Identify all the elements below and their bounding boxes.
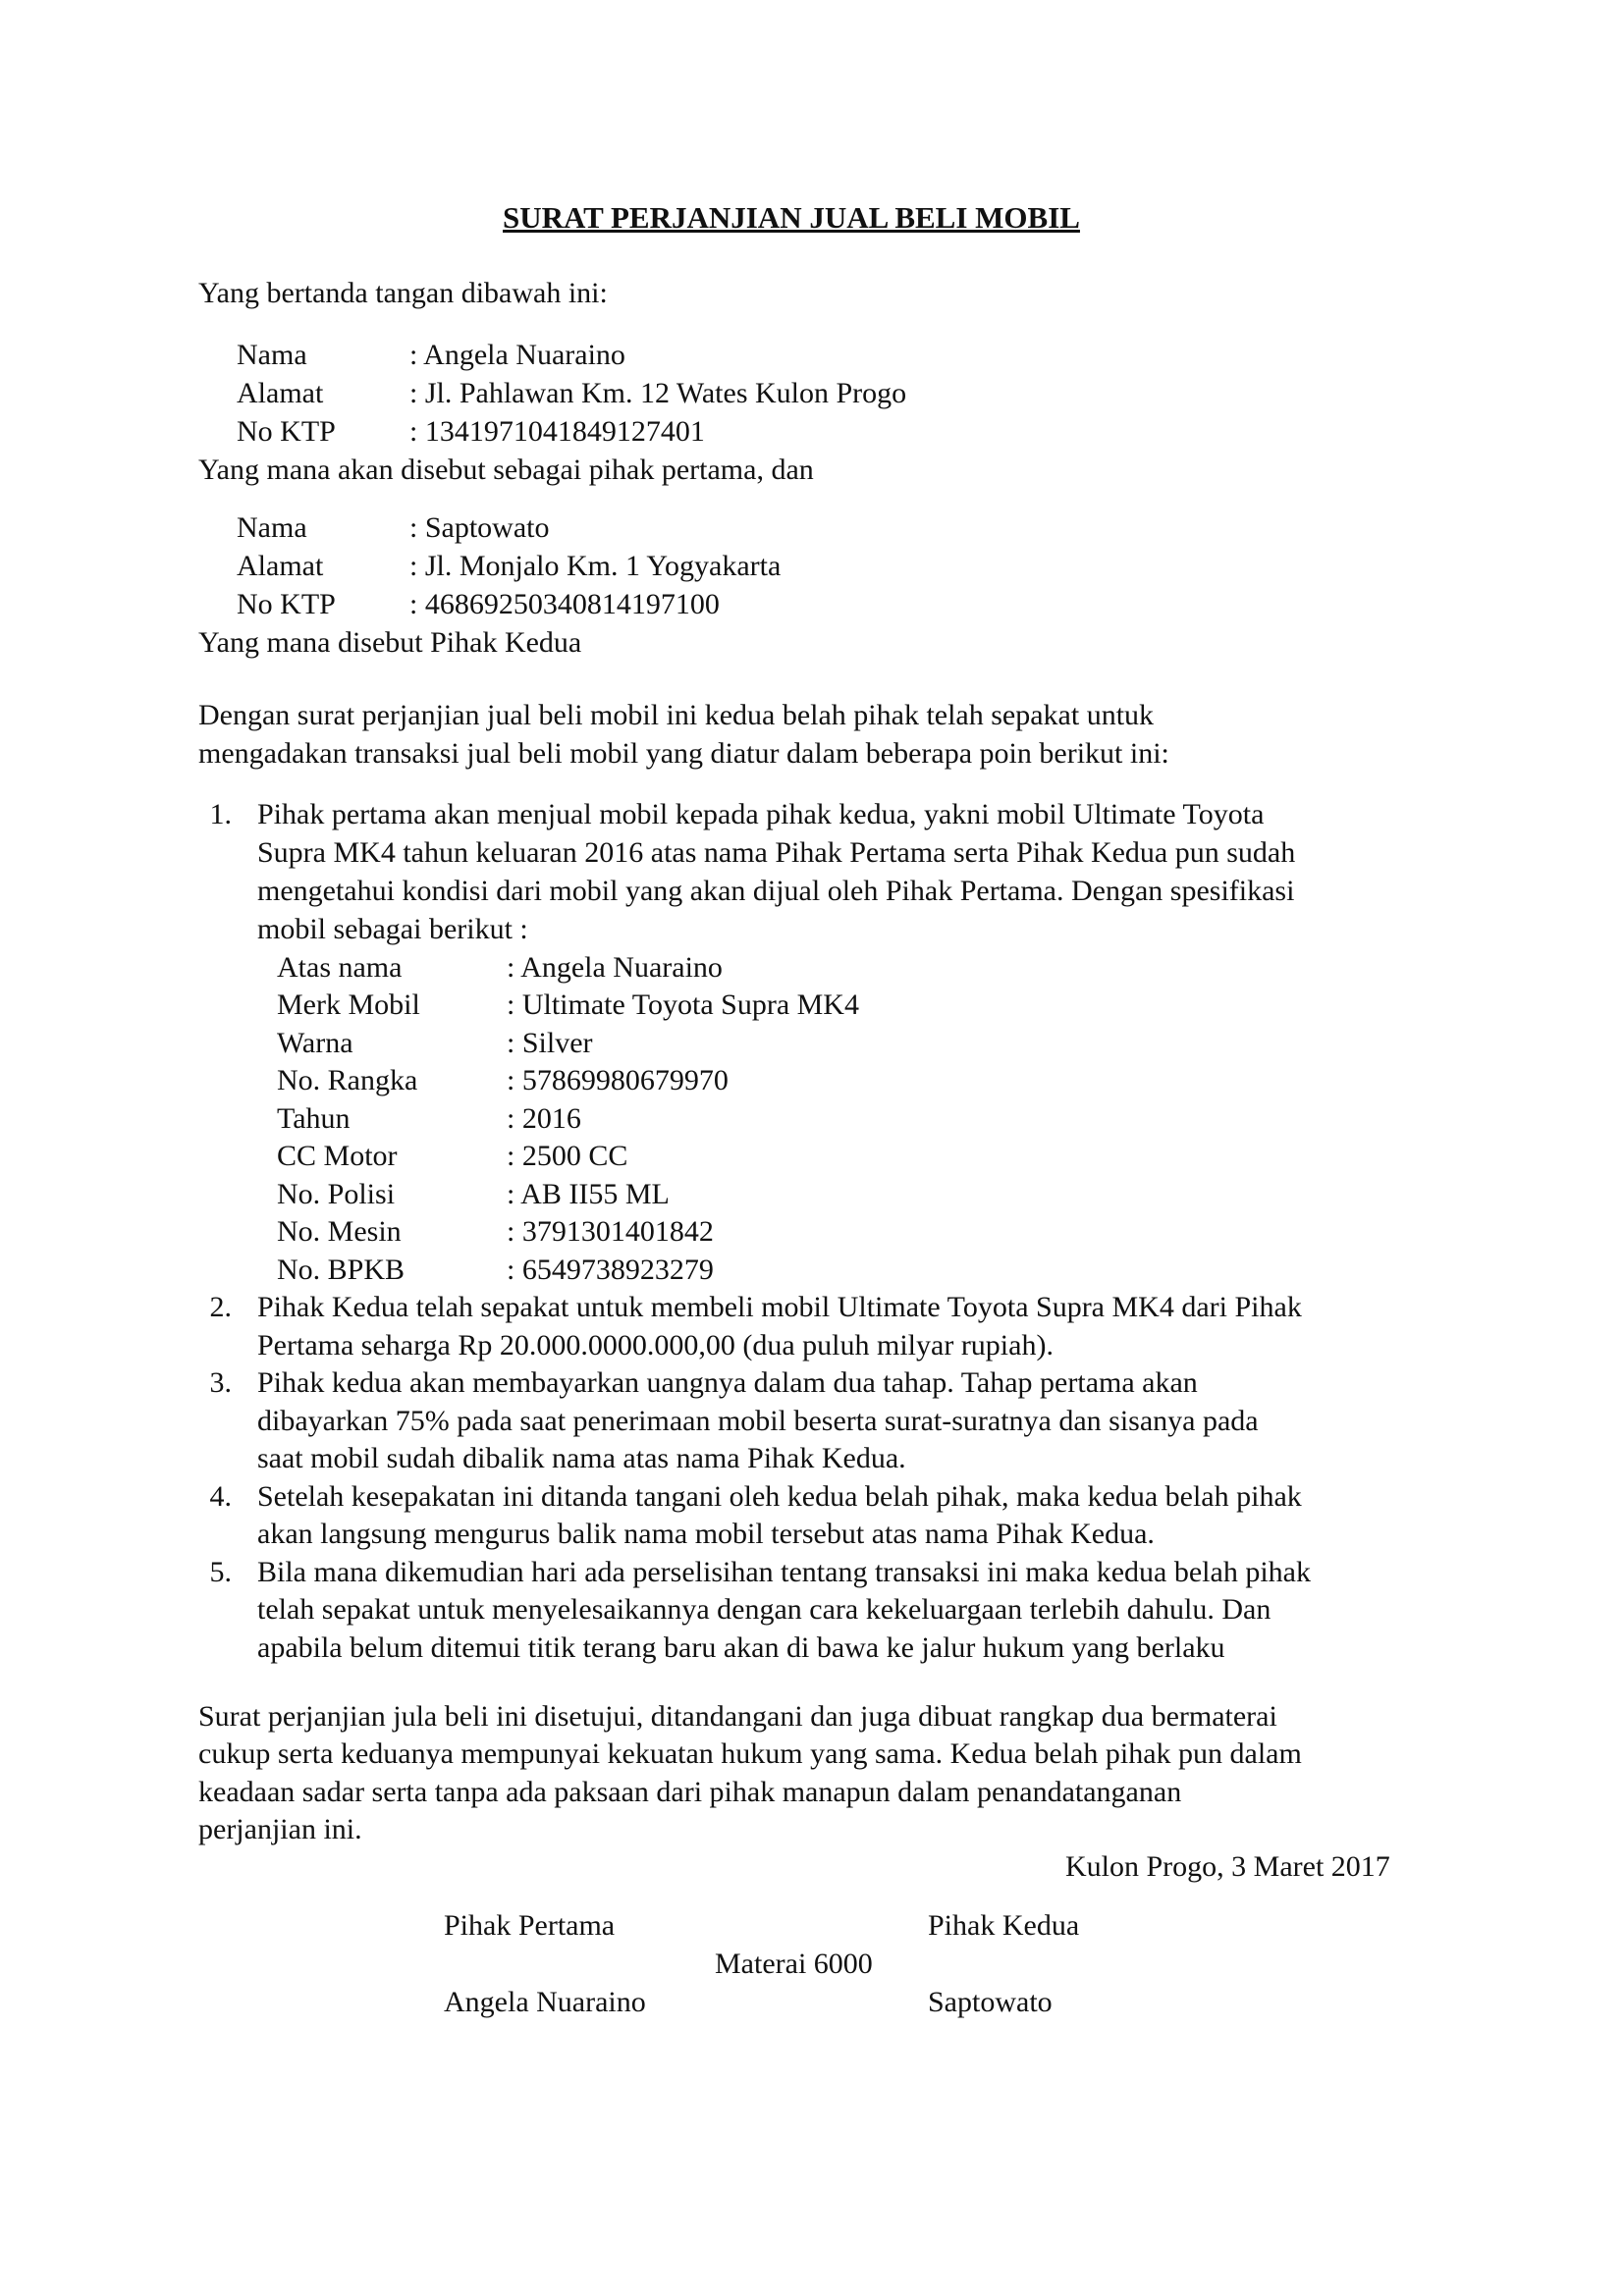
spec-value: : Silver (507, 1027, 593, 1059)
party1-address-value: : Jl. Pahlawan Km. 12 Wates Kulon Progo (409, 377, 907, 409)
point-line: saat mobil sudah dibalik nama atas nama Pihak Kedua. (257, 1442, 906, 1474)
spec-value: : 2016 (507, 1102, 581, 1135)
agreement-intro-line-1: Dengan surat perjanjian jual beli mobil ini kedua belah pihak telah sepakat untuk (198, 699, 1155, 731)
party2-closing: Yang mana disebut Pihak Kedua (198, 626, 582, 659)
spec-value: : 2500 CC (507, 1140, 628, 1172)
party1-name-label: Nama (237, 339, 307, 371)
spec-label: No. Rangka (277, 1064, 418, 1096)
closing-line: keadaan sadar serta tanpa ada paksaan dari pihak manapun dalam penandatanganan (198, 1776, 1182, 1808)
point-number: 3. (209, 1366, 232, 1399)
spec-value: : AB II55 ML (507, 1178, 670, 1210)
party1-ktp-label: No KTP (237, 415, 336, 448)
point-line: dibayarkan 75% pada saat penerimaan mobil beserta surat-suratnya dan sisanya pada (257, 1405, 1259, 1437)
second-party-name: Saptowato (928, 1986, 1053, 2018)
party1-address-label: Alamat (237, 377, 324, 409)
spec-label: CC Motor (277, 1140, 398, 1172)
first-party-label: Pihak Pertama (444, 1909, 616, 1942)
point-number: 2. (209, 1291, 232, 1323)
spec-label: Warna (277, 1027, 353, 1059)
point-number: 4. (209, 1480, 232, 1513)
point-number: 5. (209, 1556, 232, 1588)
spec-label: No. Polisi (277, 1178, 396, 1210)
closing-line: Surat perjanjian jula beli ini disetujui, ditandangani dan juga dibuat rangkap dua bermaterai (198, 1700, 1277, 1733)
point-line: mobil sebagai berikut : (257, 913, 528, 945)
spec-label: Merk Mobil (277, 988, 420, 1021)
spec-value: : 57869980679970 (507, 1064, 729, 1096)
spec-value: : Ultimate Toyota Supra MK4 (507, 988, 859, 1021)
spec-label: No. BPKB (277, 1254, 406, 1286)
closing-line: perjanjian ini. (198, 1813, 362, 1845)
point-line: Pihak Kedua telah sepakat untuk membeli mobil Ultimate Toyota Supra MK4 dari Pihak (257, 1291, 1302, 1323)
point-line: akan langsung mengurus balik nama mobil tersebut atas nama Pihak Kedua. (257, 1518, 1155, 1550)
party2-ktp-label: No KTP (237, 588, 336, 620)
spec-value: : Angela Nuaraino (507, 951, 723, 984)
point-number: 1. (209, 798, 232, 830)
party1-ktp-value: : 1341971041849127401 (409, 415, 705, 448)
party2-address-value: : Jl. Monjalo Km. 1 Yogyakarta (409, 550, 782, 582)
agreement-intro-line-2: mengadakan transaksi jual beli mobil yang diatur dalam beberapa poin berikut ini: (198, 737, 1169, 770)
point-line: Bila mana dikemudian hari ada perselisihan tentang transaksi ini maka kedua belah pihak (257, 1556, 1311, 1588)
document-title: SURAT PERJANJIAN JUAL BELI MOBIL (503, 200, 1080, 235)
second-party-label: Pihak Kedua (928, 1909, 1080, 1942)
point-line: Supra MK4 tahun keluaran 2016 atas nama Pihak Pertama serta Pihak Kedua pun sudah (257, 836, 1296, 869)
party2-name-label: Nama (237, 511, 307, 544)
party2-address-label: Alamat (237, 550, 324, 582)
spec-label: Atas nama (277, 951, 403, 984)
point-line: Pihak kedua akan membayarkan uangnya dalam dua tahap. Tahap pertama akan (257, 1366, 1198, 1399)
point-line: apabila belum ditemui titik terang baru akan di bawa ke jalur hukum yang berlaku (257, 1631, 1225, 1664)
point-line: Pihak pertama akan menjual mobil kepada pihak kedua, yakni mobil Ultimate Toyota (257, 798, 1265, 830)
point-line: Setelah kesepakatan ini ditanda tangani oleh kedua belah pihak, maka kedua belah pihak (257, 1480, 1302, 1513)
party1-name-value: : Angela Nuaraino (409, 339, 625, 371)
place-date: Kulon Progo, 3 Maret 2017 (1065, 1850, 1390, 1883)
spec-value: : 6549738923279 (507, 1254, 714, 1286)
point-line: telah sepakat untuk menyelesaikannya dengan cara kekeluargaan terlebih dahulu. Dan (257, 1593, 1271, 1626)
party2-name-value: : Saptowato (409, 511, 550, 544)
spec-label: Tahun (277, 1102, 351, 1135)
stamp-text: Materai 6000 (715, 1948, 873, 1980)
party2-ktp-value: : 46869250340814197100 (409, 588, 720, 620)
spec-label: No. Mesin (277, 1215, 402, 1248)
point-line: Pertama seharga Rp 20.000.0000.000,00 (dua puluh milyar rupiah). (257, 1329, 1054, 1362)
spec-value: : 3791301401842 (507, 1215, 714, 1248)
first-party-name: Angela Nuaraino (444, 1986, 646, 2018)
party1-closing: Yang mana akan disebut sebagai pihak pertama, dan (198, 454, 814, 486)
closing-line: cukup serta keduanya mempunyai kekuatan hukum yang sama. Kedua belah pihak pun dalam (198, 1737, 1302, 1770)
intro-text: Yang bertanda tangan dibawah ini: (198, 277, 608, 309)
point-line: mengetahui kondisi dari mobil yang akan dijual oleh Pihak Pertama. Dengan spesifikasi (257, 875, 1295, 907)
